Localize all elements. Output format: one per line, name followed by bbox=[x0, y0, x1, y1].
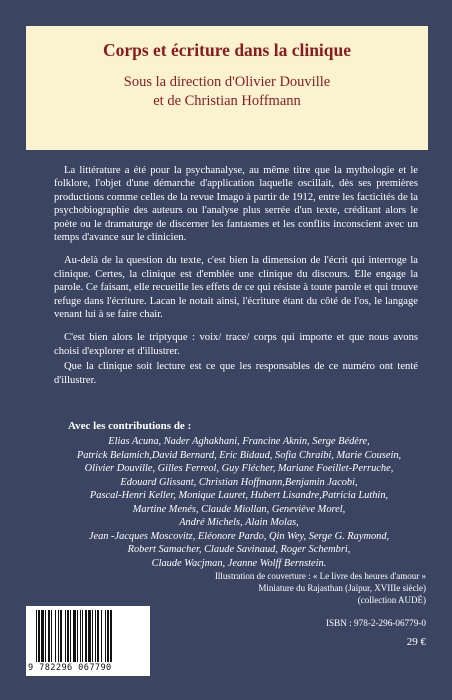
contributor-line: Olivier Douville, Gilles Ferreol, Guy Flécher, Mariane Foeillet-Perruche, bbox=[84, 463, 394, 474]
credit-line-2: Miniature du Rajasthan (Jaïpur, XVIIIe siècle) bbox=[258, 583, 426, 593]
blurb-paragraph-4: Que la clinique soit lecture est ce que les responsables de ce numéro ont tenté d'illustrer. bbox=[54, 361, 418, 386]
contributor-line: Martine Menés, Claude Miollan, Geneviève Morel, bbox=[132, 503, 346, 515]
blurb-paragraph-1: La littérature a été pour la psychanalyse, au même titre que la mythologie et le folklore, l'objet d'une démarche d'application laquelle oscillait, dès ses premières productions comme celles de la revue Imago à partir de 1912, entre les facticités de la psychobiographie des auteurs ou l'analyse plus serrée d'un texte, créditant alors le poète ou le dramaturge de discerner les fantasmes et les conflits inconscient avec un temps d'avance sur le clinicien. bbox=[54, 165, 418, 244]
credit-line-3: (collection AUDÉ) bbox=[357, 595, 426, 605]
contributor-line: Jean -Jacques Moscovitz, Eléonore Pardo, Qin Wey, Serge G. Raymond, bbox=[88, 530, 390, 542]
blurb-paragraph-2: Au-delà de la question du texte, c'est bien la dimension de l'écrit qui interroge la clinique. Certes, la clinique est d'emblée une clinique du discours. Elle engage la parole. Ce faisant, elle recueille les effets de ce qui résiste à toute parole et qui trouve refuge dans l'écriture. Lacan le notait ainsi, l'écriture étant du côté de l'os, le langage venant lui à se faire chair. bbox=[54, 255, 418, 321]
contributors-section bbox=[54, 420, 424, 570]
barcode-image bbox=[34, 610, 142, 662]
contributors-heading: Avec les contributions de : bbox=[68, 420, 192, 432]
contributor-line: André Michels, Alain Molas, bbox=[179, 517, 299, 528]
cover-credits bbox=[96, 570, 426, 606]
book-title: Corps et écriture dans la clinique bbox=[102, 40, 352, 60]
barcode-digits: 9 782296 067790 bbox=[28, 663, 112, 673]
contributors-list bbox=[54, 435, 424, 570]
contributor-line: Claude Wacjman, Jeanne Wolff Bernstein. bbox=[151, 557, 327, 569]
blurb bbox=[54, 164, 418, 397]
contributor-line: Edouard Glissant, Christian Hoffmann,Benjamin Jacobi, bbox=[120, 476, 358, 488]
contributor-line: Patrick Belamich,David Bernard, Eric Bidaud, Sofia Chraibi, Marie Cousein, bbox=[76, 449, 402, 461]
editors-line-2: et de Christian Hoffmann bbox=[153, 93, 301, 109]
barcode-box bbox=[26, 606, 150, 676]
isbn: ISBN : 978-2-296-06779-0 bbox=[325, 618, 426, 628]
editors-line-1: Sous la direction d'Olivier Douville bbox=[123, 74, 331, 90]
contributor-line: Pascal-Henri Keller, Monique Lauret, Hubert Lisandre,Patricia Luthin, bbox=[89, 490, 389, 501]
title-box bbox=[26, 26, 428, 150]
price: 29 € bbox=[406, 636, 426, 648]
contributor-line: Robert Samacher, Claude Savinaud, Roger Schembri, bbox=[127, 544, 351, 555]
contributor-line: Elias Acuna, Nader Aghakhani, Francine Aknin, Serge Bédère, bbox=[108, 436, 370, 447]
credit-line-1: Illustration de couverture : « Le livre des heures d'amour » bbox=[214, 571, 426, 581]
blurb-paragraph-3: C'est bien alors le triptyque : voix/ trace/ corps qui importe et que nous avons choisi d'explorer et d'illustrer. bbox=[54, 332, 418, 357]
